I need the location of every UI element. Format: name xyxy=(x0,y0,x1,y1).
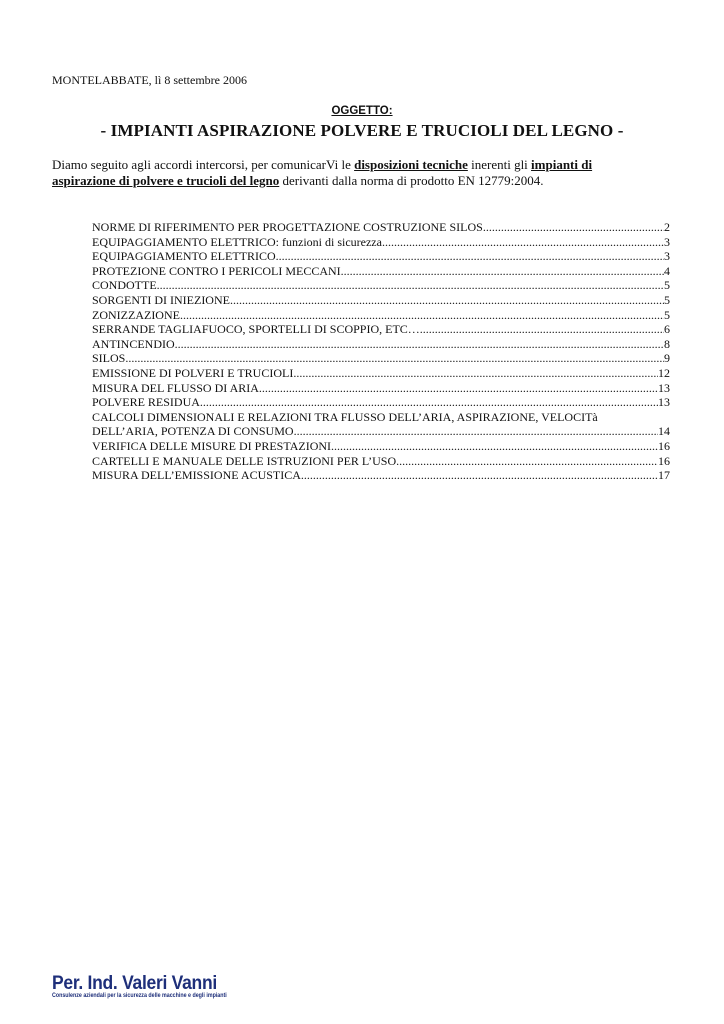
intro-text-2: inerenti gli xyxy=(467,157,532,172)
toc-leader-dots xyxy=(331,439,658,454)
toc-entry-title: CARTELLI E MANUALE DELLE ISTRUZIONI PER L’USO xyxy=(92,453,397,468)
footer-logo-name: Per. Ind. Valeri Vanni xyxy=(52,973,217,994)
toc-entry-page: 16 xyxy=(658,438,670,453)
toc-leader-dots xyxy=(396,454,658,469)
toc-leader-dots xyxy=(157,278,664,293)
toc-leader-dots xyxy=(420,322,664,337)
intro-bold-disposizioni: disposizioni tecniche xyxy=(354,157,468,172)
footer-tagline: Consulenze aziendali per la sicurezza delle macchine e degli impianti xyxy=(52,992,227,999)
toc-leader-dots xyxy=(259,381,658,396)
intro-bold-impianti-1: impianti di xyxy=(531,157,593,172)
toc-entry-title: VERIFICA DELLE MISURE DI PRESTAZIONI xyxy=(92,438,332,453)
toc-entry-title: MISURA DEL FLUSSO DI ARIA xyxy=(92,380,259,395)
toc-entry-line2 xyxy=(92,424,670,439)
date-line: MONTELABBATE, lì 8 settembre 2006 xyxy=(52,73,247,87)
toc-leader-dots xyxy=(293,366,658,381)
toc-entry-page: 14 xyxy=(658,424,670,439)
subject-heading xyxy=(0,101,724,119)
intro-bold-impianti-2: aspirazione di polvere e trucioli del legno xyxy=(52,173,280,188)
toc-entry-title: SILOS xyxy=(92,351,126,366)
table-of-contents xyxy=(92,220,670,483)
toc-entry[interactable] xyxy=(92,293,670,308)
toc-entry-title: PROTEZIONE CONTRO I PERICOLI MECCANI xyxy=(92,263,341,278)
toc-entry[interactable] xyxy=(92,322,670,337)
toc-entry-page: 16 xyxy=(658,453,670,468)
toc-entry[interactable] xyxy=(92,264,670,279)
toc-entry[interactable] xyxy=(92,278,670,293)
toc-entry[interactable] xyxy=(92,308,670,323)
document-title: - IMPIANTI ASPIRAZIONE POLVERE E TRUCIOLI DEL LEGNO - xyxy=(100,121,624,140)
toc-entry-title: ANTINCENDIO xyxy=(92,336,175,351)
toc-leader-dots xyxy=(382,235,664,250)
toc-entry-page: 12 xyxy=(658,365,670,380)
toc-entry-page: 3 xyxy=(664,249,670,264)
toc-entry-page: 17 xyxy=(658,468,670,483)
toc-entry-title: POLVERE RESIDUA xyxy=(92,395,200,410)
toc-entry-page: 2 xyxy=(664,220,670,234)
intro-paragraph xyxy=(52,157,672,189)
toc-entry-page: 6 xyxy=(664,322,670,337)
toc-entry-title: EQUIPAGGIAMENTO ELETTRICO: funzioni di sicurezza xyxy=(92,234,382,249)
toc-entry-page: 8 xyxy=(664,336,670,351)
toc-leader-dots xyxy=(483,220,664,235)
toc-entry[interactable] xyxy=(92,439,670,454)
toc-entry-title: DELL’ARIA, POTENZA DI CONSUMO xyxy=(92,424,294,439)
toc-entry-page: 5 xyxy=(664,292,670,307)
toc-entry[interactable] xyxy=(92,249,670,264)
toc-leader-dots xyxy=(180,308,664,323)
toc-entry-title: CONDOTTE xyxy=(92,278,157,293)
toc-leader-dots xyxy=(294,424,658,439)
toc-leader-dots xyxy=(301,468,658,483)
toc-entry[interactable] xyxy=(92,395,670,410)
toc-entry-page: 4 xyxy=(664,263,670,278)
toc-entry-page: 9 xyxy=(664,351,670,366)
toc-entry-title: SERRANDE TAGLIAFUOCO, SPORTELLI DI SCOPPIO, ETC… xyxy=(92,322,420,337)
toc-entry[interactable] xyxy=(92,351,670,366)
toc-entry-page: 5 xyxy=(664,307,670,322)
toc-entry[interactable] xyxy=(92,454,670,469)
toc-entry[interactable] xyxy=(92,366,670,381)
toc-entry[interactable] xyxy=(92,468,670,483)
toc-entry[interactable] xyxy=(92,235,670,250)
toc-entry-title: EMISSIONE DI POLVERI E TRUCIOLI xyxy=(92,365,294,380)
toc-entry-title: ZONIZZAZIONE xyxy=(92,307,180,322)
toc-entry-page: 13 xyxy=(658,395,670,410)
toc-leader-dots xyxy=(125,351,664,366)
intro-text-1: Diamo seguito agli accordi intercorsi, per comunicarVi le xyxy=(52,157,355,172)
toc-entry-page: 5 xyxy=(664,278,670,293)
toc-entry[interactable] xyxy=(92,381,670,396)
toc-entry-title: MISURA DELL’EMISSIONE ACUSTICA xyxy=(92,468,301,483)
toc-leader-dots xyxy=(276,249,664,264)
toc-leader-dots xyxy=(175,337,664,352)
toc-entry-page: 3 xyxy=(664,234,670,249)
intro-text-3: derivanti dalla norma di prodotto EN 12779:2004. xyxy=(279,173,544,188)
toc-entry-title-line1: CALCOLI DIMENSIONALI E RELAZIONI TRA FLUSSO DELL’ARIA, ASPIRAZIONE, VELOCITà xyxy=(92,409,598,424)
subject-label: OGGETTO: xyxy=(331,105,393,117)
toc-entry[interactable] xyxy=(92,337,670,352)
toc-entry-page: 13 xyxy=(658,380,670,395)
toc-leader-dots xyxy=(200,395,658,410)
toc-leader-dots xyxy=(341,264,664,279)
toc-entry[interactable] xyxy=(92,220,670,235)
toc-entry-title: SORGENTI DI INIEZIONE xyxy=(92,292,230,307)
toc-entry[interactable] xyxy=(92,410,670,439)
toc-leader-dots xyxy=(230,293,664,308)
toc-entry-title: NORME DI RIFERIMENTO PER PROGETTAZIONE COSTRUZIONE SILOS xyxy=(92,220,483,234)
toc-entry-title: EQUIPAGGIAMENTO ELETTRICO xyxy=(92,249,276,264)
